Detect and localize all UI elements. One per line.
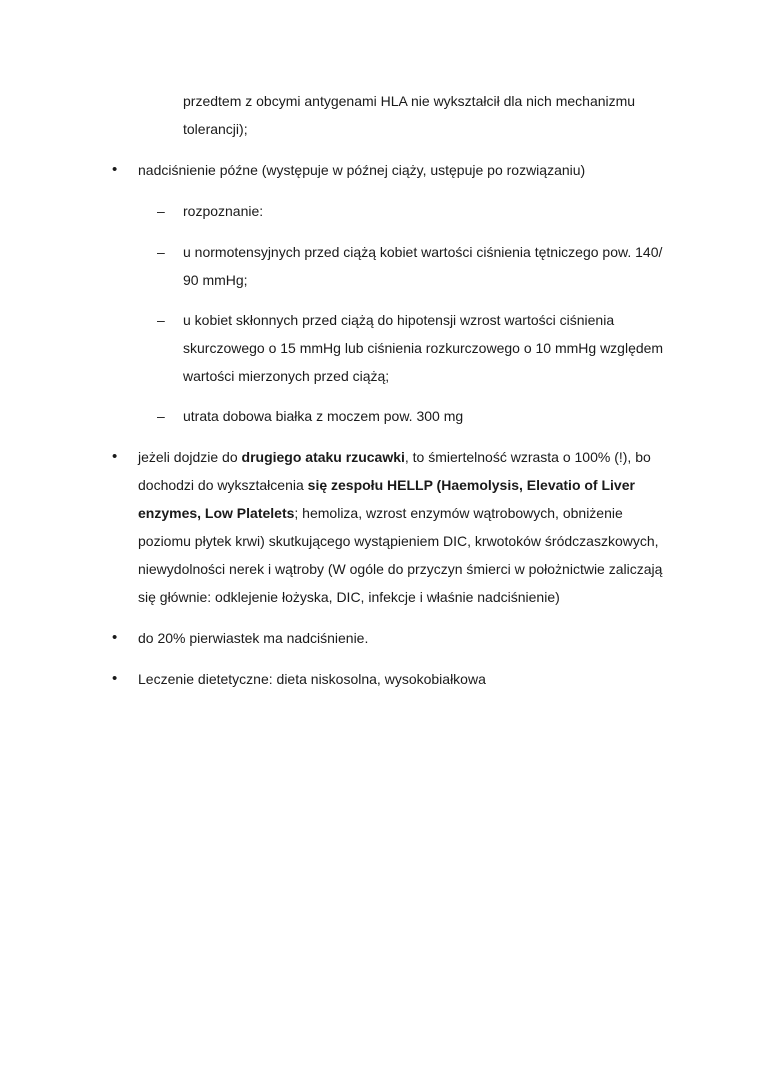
normotensive-line-1: u normotensyjnych przed ciążą kobiet wartości ciśnienia tętniczego pow. 140/ [183,244,663,260]
bullet-eclampsia: • [112,448,118,465]
protein-text: utrata dobowa białka z moczem pow. 300 mg [183,408,464,424]
diagnosis-text: rozpoznanie: [183,203,264,219]
bullet-diet: • [112,670,118,687]
eclampsia-l2-bold: się zespołu HELLP (Haemolysis, Elevatio of Liver [307,477,635,493]
dash-diagnosis: – [157,203,165,219]
bullet-primiparas: • [112,629,118,646]
eclampsia-line-2 [138,475,635,495]
bullet-late-hypertension: • [112,161,118,178]
late-hypertension-text: nadciśnienie późne (występuje w późnej ciąży, ustępuje po rozwiązaniu) [138,162,586,178]
eclampsia-l3-b: ; hemoliza, wzrost enzymów wątrobowych, obniżenie [294,505,623,521]
dash-hypotensive: – [157,312,165,328]
intro-line-1: przedtem z obcymi antygenami HLA nie wykształcił dla nich mechanizmu [183,93,636,109]
hypotensive-line-2: skurczowego o 15 mmHg lub ciśnienia rozkurczowego o 10 mmHg względem [183,340,664,356]
hypotensive-line-3: wartości mierzonych przed ciążą; [183,368,390,384]
dash-protein: – [157,408,165,424]
eclampsia-line-4: poziomu płytek krwi) skutkującego wystąpieniem DIC, krwotoków śródczaszkowych, [138,533,659,549]
eclampsia-l1-bold: drugiego ataku rzucawki [241,449,405,465]
eclampsia-line-3 [138,503,623,523]
hypotensive-line-1: u kobiet skłonnych przed ciążą do hipotensji wzrost wartości ciśnienia [183,312,615,328]
eclampsia-l3-bold: enzymes, Low Platelets [138,505,295,521]
eclampsia-l1-a: jeżeli dojdzie do [138,449,242,465]
intro-line-2: tolerancji); [183,121,248,137]
eclampsia-l2-a: dochodzi do wykształcenia [138,477,308,493]
eclampsia-line-6: się głównie: odklejenie łożyska, DIC, infekcje i właśnie nadciśnienie) [138,589,560,605]
dash-normotensive: – [157,244,165,260]
primiparas-text: do 20% pierwiastek ma nadciśnienie. [138,630,369,646]
eclampsia-line-5: niewydolności nerek i wątroby (W ogóle do przyczyn śmierci w położnictwie zaliczają [138,561,663,577]
eclampsia-l1-c: , to śmiertelność wzrasta o 100% (!), bo [404,449,651,465]
diet-text: Leczenie dietetyczne: dieta niskosolna, wysokobiałkowa [138,671,486,687]
normotensive-line-2: 90 mmHg; [183,272,248,288]
eclampsia-line-1 [138,447,651,467]
